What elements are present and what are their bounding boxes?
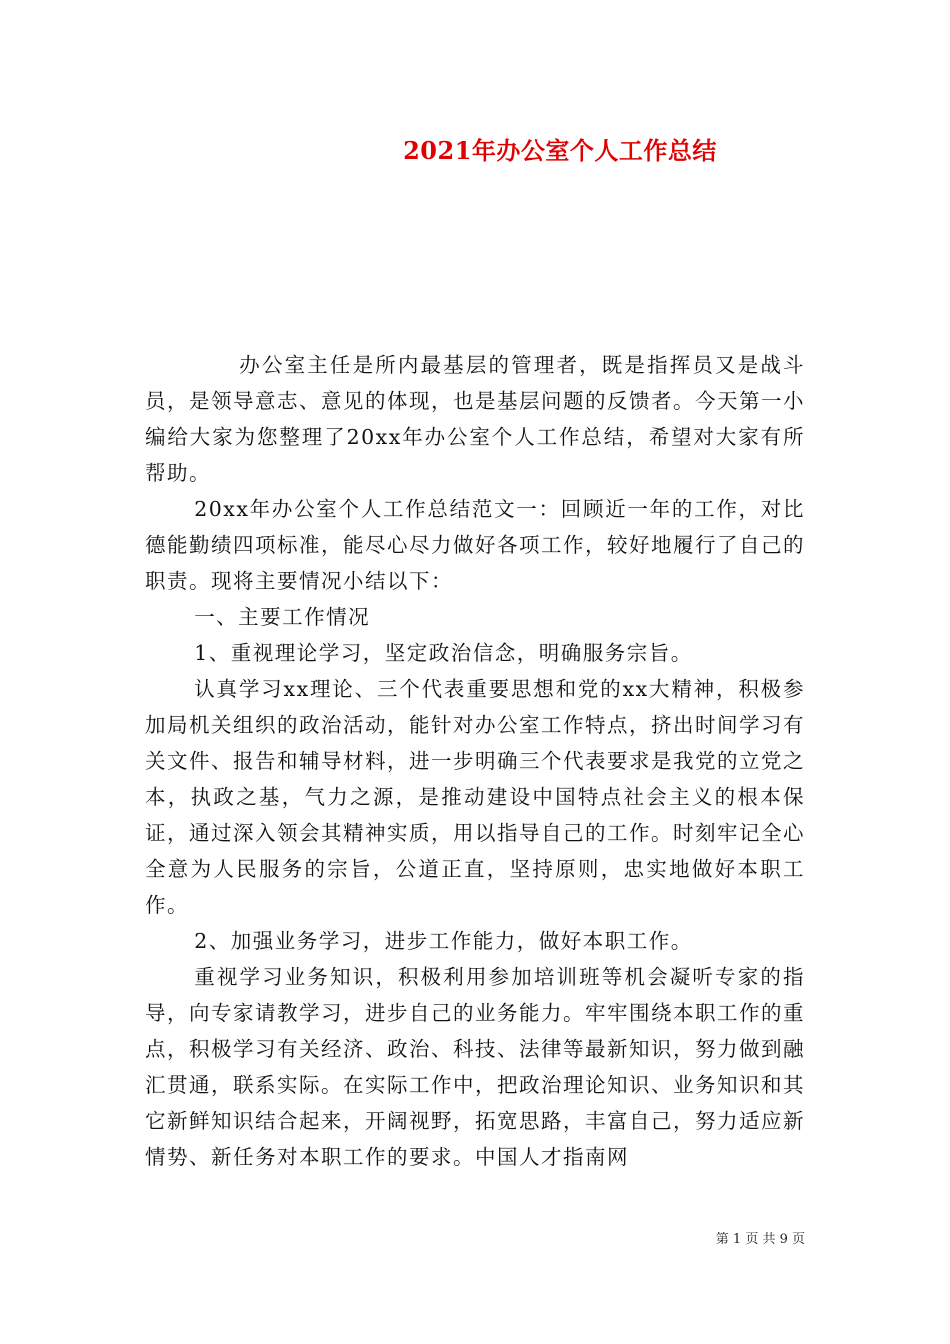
- page-number-footer: 第 1 页 共 9 页: [715, 1232, 805, 1247]
- subheading-business-study: 2、加强业务学习，进步工作能力，做好本职工作。: [194, 929, 693, 953]
- paragraph-business-study: 重视学习业务知识，积极利用参加培训班等机会凝听专家的指导，向专家请教学习，进步自己的业务能力。牢牢围绕本职工作的重点，积极学习有关经济、政治、科技、法律等最新知识，努力做到融汇贯通，联系实际。在实际工作中，把政治理论知识、业务知识和其它新鲜知识结合起来，开阔视野，拓宽思路，丰富自己，努力适应新情势、新任务对本职工作的要求。中国人才指南网: [145, 965, 805, 1169]
- subheading-theory-study: 1、重视理论学习，坚定政治信念，明确服务宗旨。: [194, 641, 693, 665]
- document-title: 2021年办公室个人工作总结: [403, 136, 717, 165]
- document-body: [145, 347, 805, 1175]
- paragraph-sample-one: 20xx年办公室个人工作总结范文一：回顾近一年的工作，对比德能勤绩四项标准，能尽心尽力做好各项工作，较好地履行了自己的职责。现将主要情况小结以下：: [145, 497, 805, 593]
- paragraph-theory-study: 认真学习xx理论、三个代表重要思想和党的xx大精神，积极参加局机关组织的政治活动，能针对办公室工作特点，挤出时间学习有关文件、报告和辅导材料，进一步明确三个代表要求是我党的立党之本，执政之基，气力之源，是推动建设中国特点社会主义的根本保证，通过深入领会其精神实质，用以指导自己的工作。时刻牢记全心全意为人民服务的宗旨，公道正直，坚持原则，忠实地做好本职工作。: [145, 677, 805, 917]
- paragraph-intro: 办公室主任是所内最基层的管理者，既是指挥员又是战斗员，是领导意志、意见的体现，也是基层问题的反馈者。今天第一小编给大家为您整理了20xx年办公室个人工作总结，希望对大家有所帮助。: [145, 353, 805, 485]
- section-heading-main-work: 一、主要工作情况: [194, 605, 371, 629]
